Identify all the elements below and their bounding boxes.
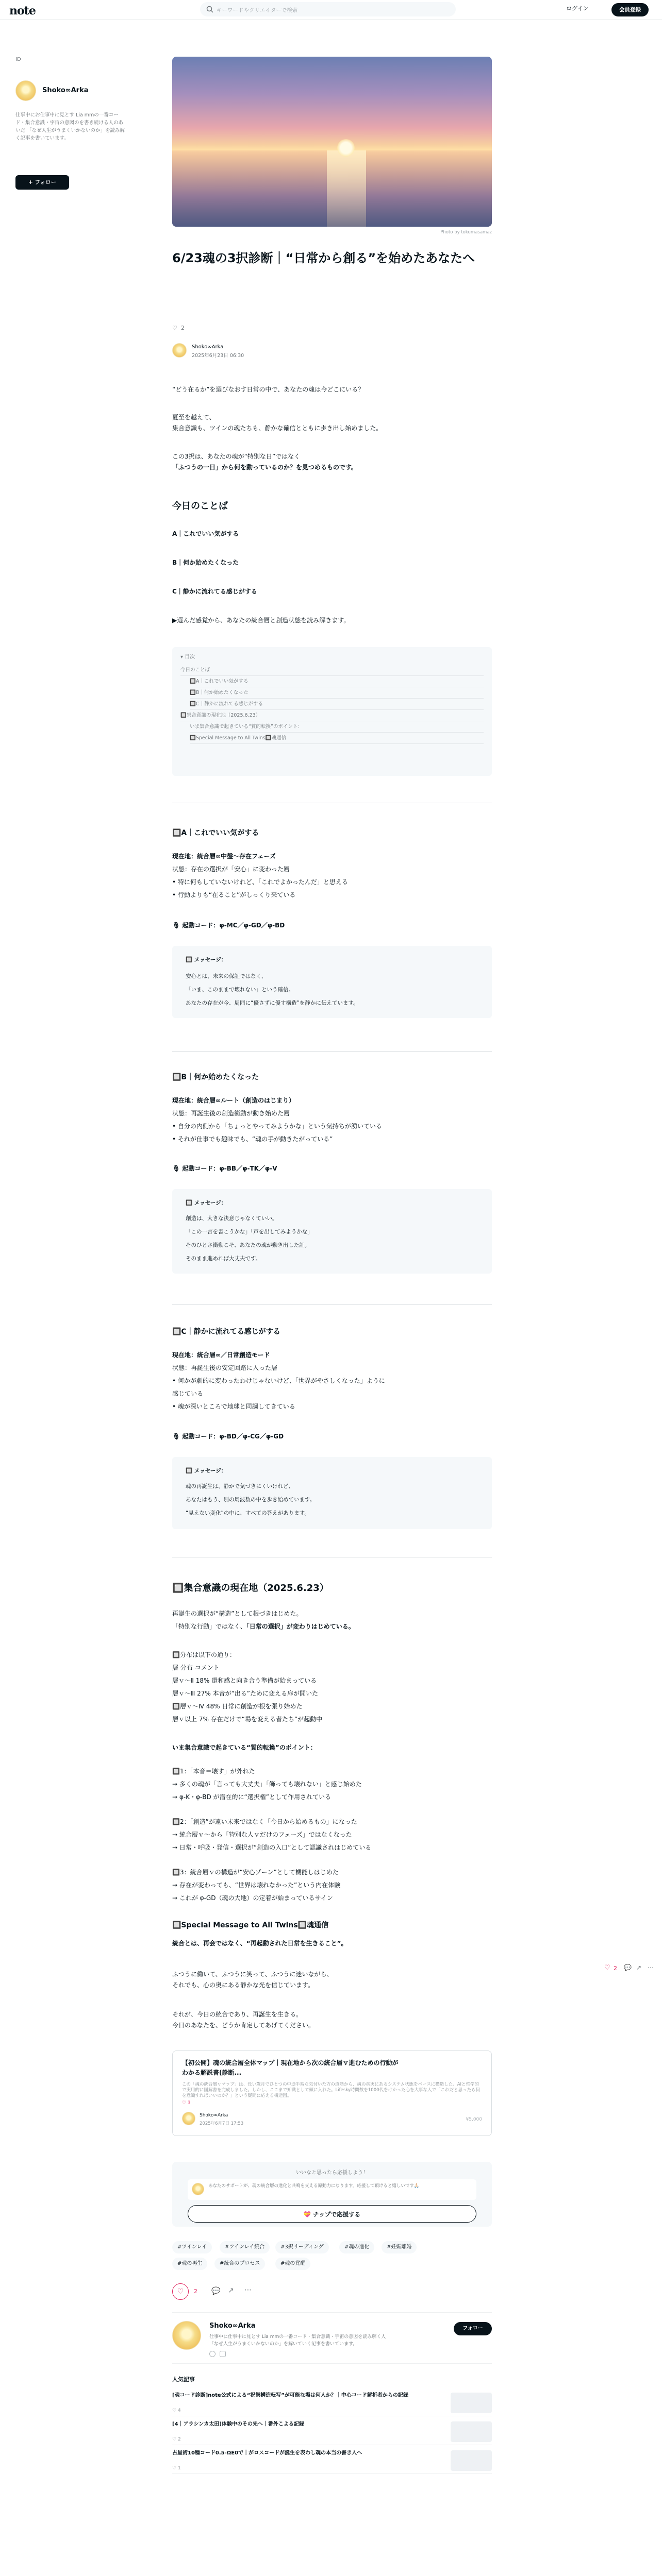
section-a-title: 🔲A｜これでいい気がする: [172, 829, 259, 837]
card-description: この「魂の統合層ｖマップ」は、長い歳月でひとつの中途半端な気付いた方の道筋から、魂の真実にあるシステム状態をベースに構造した、AIと哲学的で実用的に図解書を完成しました。しかし、ここまで知識として頭に入れた。Lifesky時間数を1000代をけかった心を大事な人で「これだと思ったら何を意識すればいいのか？」という疑問に応える構造図。: [182, 2082, 481, 2098]
distribution-row: 層ｖ〜Ⅱ 18% 還和感と向き合う準備が始まっている: [172, 1677, 317, 1684]
follow-button[interactable]: [15, 175, 69, 190]
like-heart-icon[interactable]: ♡: [172, 2283, 189, 2300]
shift-line: 🔲2：「創造”が遠い未来ではなく「今日から始めるもの」になった: [172, 1818, 357, 1825]
message-line: “見えない変化”の中に、すべての答えがあります。: [186, 1510, 310, 1516]
float-more-icon[interactable]: ⋯: [648, 1964, 654, 1971]
sidebar-user[interactable]: [15, 80, 129, 101]
publish-date: 2025年6月23日 06:30: [192, 353, 244, 359]
toc-item[interactable]: 今日のことば: [180, 665, 484, 676]
related-likes: [172, 2437, 181, 2442]
related-likes: [172, 2466, 181, 2471]
twins-paragraph: それが、今日の統合であり、再誕生を生きる。 今日のあなたを、どうか肯定してあげてください。: [172, 2011, 315, 2029]
card-author-avatar: [182, 2112, 195, 2125]
choice-b: B｜何か始めたくなった: [172, 559, 239, 566]
card-title[interactable]: 【初公開】魂の統合層全体マップ｜現在地から次の統合層ｖ進むための行動がわかる解説書(診断...: [182, 2059, 399, 2076]
collective-lead-2: [172, 1621, 492, 1632]
related-thumbnail[interactable]: [451, 2450, 492, 2471]
signup-button[interactable]: 会員登録: [611, 3, 649, 16]
twins-lead: 統合とは、再会ではなく、“再起動された日常を生きること”。: [172, 1940, 347, 1947]
message-heading: 🔲 メッセージ：: [186, 1468, 227, 1474]
message-line: 「いま、このままで壊れない」という確信。: [186, 987, 294, 993]
heart-outline-icon: ♡: [172, 2466, 177, 2471]
follow-label: フォロー: [35, 179, 56, 185]
section-b-line: • それが仕事でも趣味でも、“魂の手が動きたがっている”: [172, 1136, 333, 1143]
sun-shape: [337, 139, 355, 157]
heart-outline-icon: ♡: [172, 325, 177, 331]
card-like-count: 3: [187, 2100, 191, 2106]
sidebar-username[interactable]: Shoko∞Arka: [42, 87, 89, 94]
message-line: あなたの存在が今、周囲に“優さずに優す構造”を静かに伝えています。: [186, 1000, 359, 1006]
toc-item[interactable]: 🔲集合意識の現在地（2025.6.23）: [180, 710, 484, 721]
message-line: そのまま進めれば大丈夫です。: [186, 1256, 261, 1262]
message-line: 「この一言を書こうかな」「声を出してみようかな」: [186, 1229, 313, 1235]
tip-icon: 💝: [303, 2211, 311, 2218]
card-date: 2025年6月7日 17:53: [200, 2121, 244, 2126]
shift-line: → 統合層ｖ〜から「特別な人ｖだけのフェーズ」ではなくなった: [172, 1831, 352, 1838]
message-line: あなたはもう、別の周波数の中を歩き始めています。: [186, 1497, 316, 1503]
related-title[interactable]: [4｜アラシンカ太田]体験中のその先へ｜番外こよる記録: [172, 2421, 304, 2427]
intro-paragraph-1: “どう在るか”を選びなおす日常の中で、あなたの魂は今どこにいる？: [172, 386, 365, 393]
twins-paragraph: ふつうに働いて、ふつうに笑って、ふつうに迷いながら、 それでも、心の奥にある静かな光を信じています。: [172, 1971, 333, 1989]
creator-sidebar: [15, 57, 125, 185]
sidebar-crumb: ID: [15, 57, 21, 62]
login-link[interactable]: ログイン: [566, 5, 589, 12]
title-like-counter[interactable]: [172, 325, 185, 331]
chevron-down-icon: ▾: [180, 654, 184, 660]
sun-reflection: [327, 150, 366, 227]
author-avatar[interactable]: [172, 343, 187, 358]
collective-lead: 再誕生の選択が“構造”として根づきはじめた。: [172, 1610, 303, 1617]
hashtag[interactable]: #ツインレイ: [172, 2241, 212, 2253]
related-like-count: 4: [177, 2408, 181, 2413]
related-heading: 人気記事: [172, 2376, 195, 2383]
section-c-title: 🔲C｜静かに流れてる感じがする: [172, 1328, 280, 1336]
message-heading: 🔲 メッセージ：: [186, 957, 227, 963]
author-box: [172, 2312, 492, 2364]
related-like-count: 2: [177, 2437, 181, 2442]
hashtag[interactable]: #ツインレイ統合: [220, 2241, 270, 2253]
section-b-line: 状態：再誕生後の創造衝動が動き始めた層: [172, 1110, 290, 1117]
section-c-line: 感じている: [172, 1390, 204, 1397]
table-of-contents: [172, 647, 492, 776]
shift-line: 🔲1：「本音＝壊す」が外れた: [172, 1768, 255, 1775]
card-author: Shoko∞Arka: [200, 2113, 228, 2118]
heart-outline-icon: ♡: [172, 2408, 177, 2413]
section-a-state: 現在地：統合層∞中盤〜存在フェーズ: [172, 853, 276, 860]
section-a-message: [172, 946, 492, 1018]
related-thumbnail[interactable]: [451, 2393, 492, 2413]
divider: [172, 1051, 492, 1052]
toc-item[interactable]: 🔲Special Message to All Twins🔲魂通信: [190, 733, 484, 744]
section-c-line: • 魂が深いところで地球と同調してきている: [172, 1403, 295, 1410]
shift-line: → 多くの魂が「言っても大丈夫」「飾っても壊れない」と感じ始めた: [172, 1781, 362, 1788]
search-icon: [206, 6, 213, 13]
collective-lead-2a: 「特別な行動」ではなく、: [172, 1623, 246, 1630]
author-box-avatar[interactable]: [172, 2321, 201, 2350]
shift-title: いま集合意識で起きている“質的転換”のポイント：: [172, 1744, 317, 1751]
toc-item[interactable]: 🔲C｜静かに流れてる感じがする: [190, 699, 484, 710]
section-c-code: 🎙 起動コード：φ-BD／φ-CG／φ-GD: [172, 1433, 284, 1440]
shift-line: → これが φ-GD（魂の大地）の定着が始まっているサイン: [172, 1894, 333, 1902]
author-box-bio: 仕事中に仕事中に見とす Lia mmの一番コード・集合意識・宇宙の意図を読み解く人 「なぜ人生がうまくいかないのか」を解いていく記事を書いています。: [209, 2334, 386, 2347]
section-c-state: 現在地：統合層∞／日常創造モード: [172, 1351, 270, 1359]
action-bar: [172, 2283, 492, 2301]
float-heart-icon[interactable]: ♡: [604, 1964, 610, 1972]
support-message-box: [188, 2179, 476, 2200]
avatar[interactable]: [15, 80, 36, 101]
article-title: 6/23魂の3択診断｜“日常から創る”を始めたあなたへ: [172, 251, 475, 265]
related-title[interactable]: 占星術10種コード0.5-ΩE0で｜がロスコードが誕生を表わし魂の本当の書き人へ: [172, 2450, 362, 2456]
related-like-count: 1: [177, 2466, 181, 2471]
section-b-state: 現在地：統合層∞ルート（創造のはじまり）: [172, 1097, 295, 1104]
float-comment-icon[interactable]: 💬: [624, 1964, 632, 1971]
collective-lead-2b: 「日常の選択」が変わりはじめている。: [246, 1623, 355, 1630]
comment-icon[interactable]: 💬: [211, 2287, 221, 2295]
message-line: そのひとさ衝動こそ、あなたの魂が動き出した証。: [186, 1242, 310, 1248]
toc-item[interactable]: 🔲B｜何か始めたくなった: [190, 687, 484, 699]
toc-item[interactable]: 🔲A｜これでいい気がする: [190, 676, 484, 687]
card-price: ¥5,000: [466, 2117, 482, 2122]
like-count: 2: [194, 2288, 197, 2295]
author-box-follow-button[interactable]: フォロー: [454, 2322, 492, 2335]
shift-line: → 存在が変わっても、“世界は壊れなかった”という内在体験: [172, 1882, 341, 1889]
hashtag[interactable]: #統合のプロセス: [214, 2258, 265, 2270]
shift-line: → φ-K・φ-BD が潜在的に“選択権”として作用されている: [172, 1793, 331, 1801]
toc-heading[interactable]: [180, 652, 195, 660]
section-b-line: • 自分の内側から「ちょっとやってみようかな」という気持ちが湧いている: [172, 1123, 382, 1130]
toc-heading-label: 目次: [185, 654, 195, 660]
hashtag[interactable]: #3択リーディング: [275, 2241, 329, 2253]
more-icon[interactable]: ⋯: [244, 2286, 252, 2294]
hashtag[interactable]: #妊娠離婚: [382, 2241, 417, 2253]
float-like-count: 2: [614, 1965, 617, 1972]
support-body: あなたのサポートが、魂の統合層の進化と共鳴を支える原動力になります。応援して頂けると嬉しいです🙏🏻: [208, 2183, 420, 2189]
shift-line: 🔲3：統合層ｖの構造が“安心ゾーン”として機能しはじめた: [172, 1869, 339, 1876]
section-a-line: • 行動よりも“在ること”がしっくり来ている: [172, 891, 296, 899]
section-b-code: 🎙 起動コード：φ-BB／φ-TK／φ-V: [172, 1165, 277, 1172]
photo-credit[interactable]: Photo by tokumasamaz: [440, 230, 492, 235]
search-bar[interactable]: [200, 2, 456, 16]
twins-title: 🔲Special Message to All Twins🔲魂通信: [172, 1921, 329, 1929]
heart-outline-icon: ♡: [182, 2100, 187, 2106]
section-a-code: 🎙 起動コード：φ-MC／φ-GD／φ-BD: [172, 922, 285, 929]
sns-icon[interactable]: [220, 2351, 226, 2357]
message-line: 魂の再誕生は、静かで気づきにくいけれど、: [186, 1483, 294, 1489]
author-box-name[interactable]: Shoko∞Arka: [209, 2322, 256, 2330]
message-heading: 🔲 メッセージ：: [186, 1200, 227, 1206]
float-share-icon[interactable]: ↗: [636, 1964, 642, 1971]
hashtag[interactable]: #魂の進化: [339, 2241, 374, 2253]
title-like-count: 2: [180, 325, 185, 331]
section-b-title: 🔲B｜何か始めたくなった: [172, 1073, 259, 1081]
support-prompt: いいなと思ったら応援しよう！: [296, 2170, 368, 2176]
section-a-line: 状態：存在の選択が「安心」に変わった層: [172, 866, 290, 873]
divider: [172, 1304, 492, 1305]
share-icon[interactable]: ↗: [228, 2286, 234, 2295]
tip-button-label: チップで応援する: [313, 2211, 361, 2218]
web-icon[interactable]: [209, 2351, 216, 2357]
distribution-row: 🔲層ｖ〜Ⅳ 48% 日常に創造が根を張り始めた: [172, 1703, 303, 1710]
related-title[interactable]: [魂コード診断]note公式による“祝祭構造転写”が可能な場は何人か？｜中心コード解析者からの記録: [172, 2393, 408, 2398]
distribution-heading: 🔲分布は以下の通り：: [172, 1651, 236, 1658]
follow-plus-icon: +: [28, 179, 33, 185]
section-b-message: [172, 1189, 492, 1274]
heart-outline-icon: ♡: [172, 2437, 177, 2442]
intro-paragraph-3: この3択は、あなたの魂が“特別な日”ではなく: [172, 453, 301, 460]
related-thumbnail[interactable]: [451, 2421, 492, 2442]
choice-c: C｜静かに流れてる感じがする: [172, 588, 257, 595]
support-avatar: [192, 2183, 204, 2195]
message-line: 創造は、大きな決意じゃなくていい。: [186, 1215, 278, 1222]
section-heading-today: 今日のことば: [172, 501, 228, 512]
related-article-card[interactable]: [172, 2050, 492, 2136]
hashtag[interactable]: #魂の再生: [172, 2258, 207, 2270]
intro-paragraph-3-bold: 「ふつうの一日」から何を動っているのか？を見つめるものです。: [172, 464, 358, 471]
toc-item[interactable]: いま集合意識で起きている“質的転換”のポイント：: [190, 721, 484, 733]
message-line: 安心とは、未来の保証ではなく、: [186, 973, 267, 979]
tip-button[interactable]: [188, 2205, 476, 2223]
section-c-line: 状態：再誕生後の安定回路に入った層: [172, 1364, 278, 1371]
distribution-row: 層ｖ〜Ⅲ 27% 本音が“出る”ために変える扉が開いた: [172, 1690, 319, 1697]
collective-title: 🔲集合意識の現在地（2025.6.23）: [172, 1583, 329, 1594]
search-placeholder: キーワードやクリエイターで検索: [217, 7, 298, 13]
hashtag[interactable]: #魂の覚醒: [275, 2258, 310, 2270]
intro-paragraph-2: 夏至を越えて、 集合意識も、ツインの魂たちも、静かな確信とともに歩き出し始めました。: [172, 414, 383, 432]
author-row[interactable]: [172, 343, 378, 359]
related-item[interactable]: [172, 2416, 492, 2445]
distribution-row: 層 分布 コメント: [172, 1664, 220, 1671]
sidebar-bio: 仕事中にお仕事中に見とす Lia mmの一番コード・集合意識・宇宙の意図のを書き続ける人のあいだ 「なぜ人生がうまくいかないのか」を読み解く記事を書いています。: [15, 112, 125, 141]
choice-a: A｜これでいい気がする: [172, 530, 239, 537]
author-name[interactable]: Shoko∞Arka: [192, 344, 224, 350]
shift-line: → 日常・呼吸・発信・選択が“創造の入口”として認識されはじめている: [172, 1844, 372, 1851]
section-c-line: • 何かが劇的に変わったわけじゃないけど、「世界がやさしくなった」ように: [172, 1377, 385, 1384]
related-item[interactable]: [172, 2445, 492, 2474]
distribution-row: 層ｖ以上 7% 存在だけで“場を変える者たち”が起動中: [172, 1716, 323, 1723]
choose-note: ▶選んだ感覚から、あなたの統合層と創造状態を読み解きます。: [172, 617, 350, 624]
note-logo[interactable]: note: [9, 4, 36, 18]
section-a-line: • 特に何もしていないけれど、「これでよかったんだ」と思える: [172, 878, 348, 886]
hero-image: [172, 57, 492, 227]
card-likes: [182, 2100, 191, 2106]
site-header: [0, 0, 662, 20]
related-likes: [172, 2408, 181, 2413]
floating-action-bar: [604, 1964, 661, 1974]
related-item[interactable]: [172, 2387, 492, 2416]
section-c-message: [172, 1457, 492, 1529]
support-box: [172, 2162, 492, 2227]
